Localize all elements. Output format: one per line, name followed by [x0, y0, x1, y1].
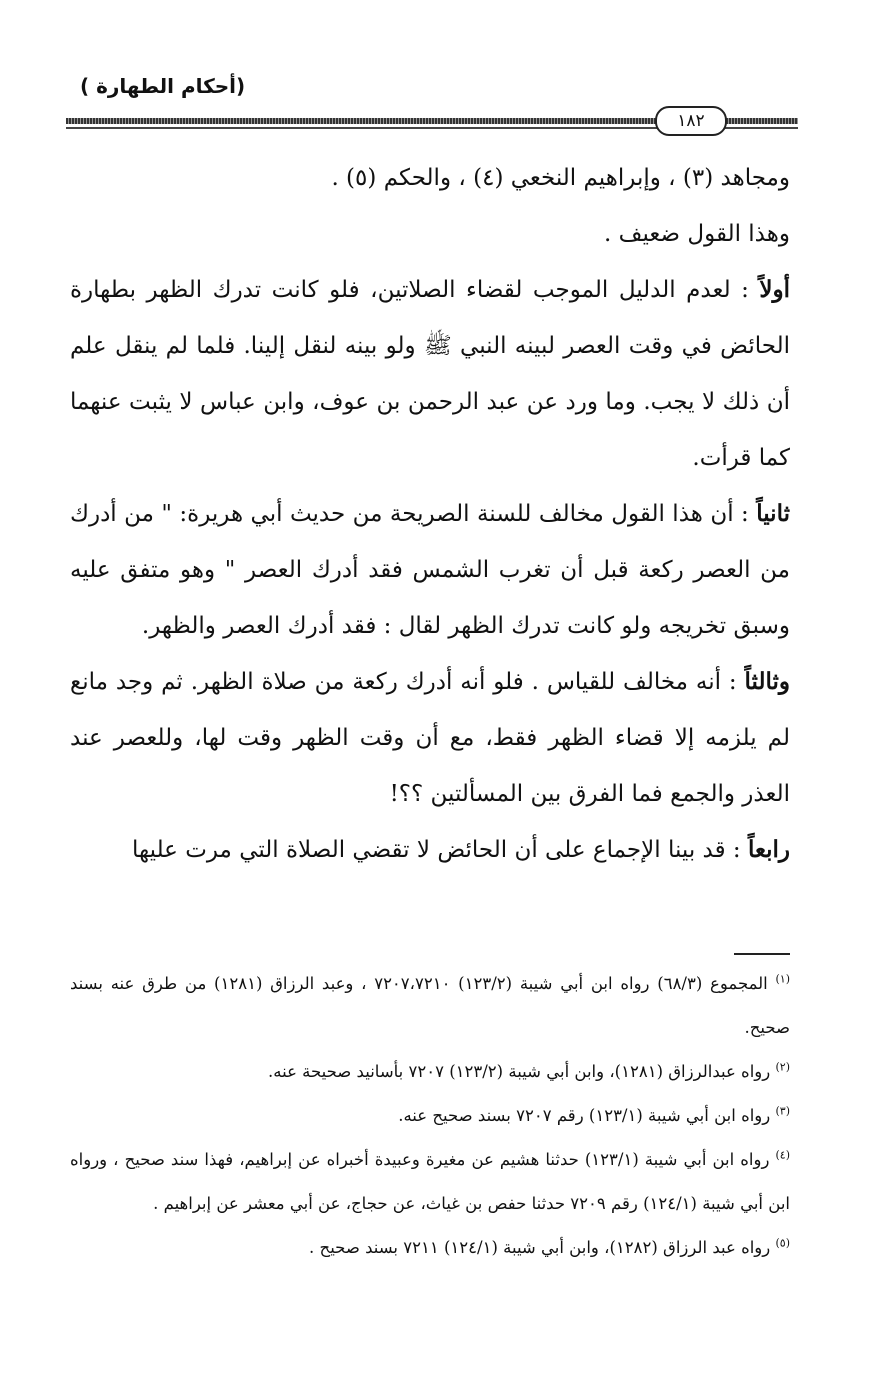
paragraph-4	[70, 486, 790, 654]
paragraph-5	[70, 654, 790, 822]
footnote-4	[70, 1138, 790, 1226]
paragraph-1: ومجاهد (٣) ، وإبراهيم النخعي (٤) ، والحكم (٥) .	[331, 165, 790, 191]
paragraph-5-lead: وثالثاً	[744, 668, 790, 695]
paragraph-6-lead: رابعاً	[747, 836, 790, 863]
footnote-3	[70, 1094, 790, 1138]
footnote-1	[70, 962, 790, 1050]
header-title: (أحكام الطهارة )	[80, 74, 246, 98]
paragraph-6-text: : قد بينا الإجماع على أن الحائض لا تقضي الصلاة التي مرت عليها	[132, 837, 748, 863]
paragraph-3-lead: أولاً	[759, 276, 790, 303]
paragraph-3	[70, 262, 790, 486]
footnote-3-text: رواه ابن أبي شيبة (١٢٣/١) رقم ٧٢٠٧ بسند صحيح عنه.	[398, 1106, 776, 1125]
footnote-5	[70, 1226, 790, 1270]
main-text	[70, 150, 790, 878]
paragraph-3-text: : لعدم الدليل الموجب لقضاء الصلاتين، فلو كانت تدرك الظهر بطهارة الحائض في وقت العصر لبينه النبي ﷺ ولو بينه لنقل إلينا. فلما لم ينقل علم أن ذلك لا يجب. وما ورد عن عبد الرحمن بن عوف، وابن عباس لا يثبت عنهما كما قرأت.	[70, 277, 790, 471]
footnote-2-marker: (٢)	[775, 1060, 790, 1074]
footnotes	[70, 962, 790, 1270]
page-number: ١٨٢	[655, 106, 727, 136]
footnote-1-text: المجموع (٦٨/٣) رواه ابن أبي شيبة (١٢٣/٢) ٧٢٠٧،٧٢١٠ ، وعبد الرزاق (١٢٨١) من طرق عنه بسند صحيح.	[70, 974, 790, 1037]
footnote-3-marker: (٣)	[775, 1104, 790, 1118]
paragraph-5-text: : أنه مخالف للقياس . فلو أنه أدرك ركعة من صلاة الظهر. ثم وجد مانع لم يلزمه إلا قضاء الظهر فقط، مع أن وقت الظهر وقت لها، وللعصر عند العذر والجمع فما الفرق بين المسألتين ؟؟!	[70, 669, 790, 807]
footnote-4-text: رواه ابن أبي شيبة (١٢٣/١) حدثنا هشيم عن مغيرة وعبيدة أخبراه عن إبراهيم، فهذا سند صحيح ، ورواه ابن أبي شيبة (١٢٤/١) رقم ٧٢٠٩ حدثنا حفص بن غياث، عن حجاج، عن أبي معشر عن إبراهيم .	[70, 1150, 790, 1213]
paragraph-6	[70, 822, 790, 878]
footnote-2	[70, 1050, 790, 1094]
footnote-2-text: رواه عبدالرزاق (١٢٨١)، وابن أبي شيبة (١٢٣/٢) ٧٢٠٧ بأسانيد صحيحة عنه.	[268, 1062, 776, 1081]
paragraph-4-text: : أن هذا القول مخالف للسنة الصريحة من حديث أبي هريرة: " من أدرك من العصر ركعة قبل أن تغرب الشمس فقد أدرك العصر " وهو متفق عليه وسبق تخريجه ولو كانت تدرك الظهر لقال : فقد أدرك العصر والظهر.	[70, 501, 790, 639]
running-header	[66, 62, 796, 102]
paragraph-4-lead: ثانياً	[756, 500, 790, 527]
footnote-1-marker: (١)	[775, 972, 791, 986]
footnote-4-marker: (٤)	[775, 1148, 790, 1162]
paragraph-2: وهذا القول ضعيف .	[604, 221, 790, 247]
footnote-5-marker: (٥)	[775, 1236, 790, 1250]
footnote-divider	[734, 953, 790, 955]
footnote-5-text: رواه عبد الرزاق (١٢٨٢)، وابن أبي شيبة (١٢٤/١) ٧٢١١ بسند صحيح .	[309, 1238, 776, 1257]
